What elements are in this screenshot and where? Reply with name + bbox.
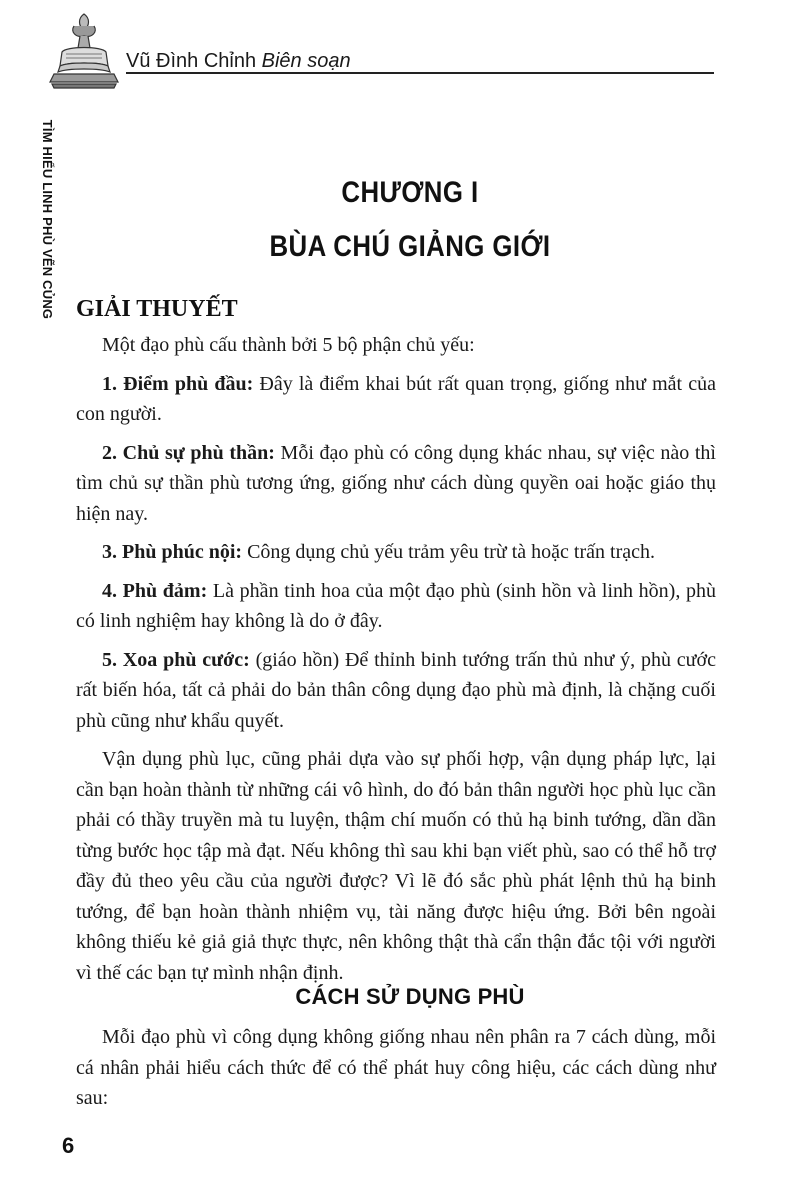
item-label: 2. Chủ sự phù thần:	[102, 441, 275, 464]
list-item	[76, 369, 716, 430]
section-heading-giai-thuyet: GIẢI THUYẾT	[76, 296, 238, 322]
item-label: 3. Phù phúc nội:	[102, 541, 243, 563]
chapter-number: CHƯƠNG I	[341, 176, 479, 209]
body-paragraph: Vận dụng phù lục, cũng phải dựa vào sự phối hợp, vận dụng pháp lực, lại cần bạn hoàn thành từ những cái vô hình, do đó bản thân người học phù lục cần phải có thầy truyền mà tu luyện, thậm chí muốn có thủ hạ binh tướng, dần dần từng bước học tập mà đạt. Nếu không thì sau khi bạn viết phù, sao có thể hỗ trợ đầy đủ theo yêu cầu của người được? Vì lẽ đó sắc phù phát lệnh thủ hạ binh tướng, để bạn hoàn thành nhiệm vụ, tài năng được hiệu ứng. Bởi bên ngoài không thiếu kẻ giả giả thực thực, nên không thật thà cẩn thận đắc tội với người vì thế các bạn tự mình nhận định.	[76, 748, 716, 984]
chapter-title-block	[143, 166, 676, 274]
book-ornament-logo	[44, 8, 124, 92]
section1-body	[76, 330, 716, 996]
section-heading-cach-su-dung-phu: CÁCH SỬ DỤNG PHÙ	[295, 984, 525, 1009]
item-label: 5. Xoa phù cước:	[102, 648, 250, 671]
page-number: 6	[62, 1133, 75, 1158]
list-item	[76, 645, 716, 737]
body-paragraph: Mỗi đạo phù vì công dụng không giống nhau nên phân ra 7 cách dùng, mỗi cá nhân phải hiểu cách thức để có thể phát huy công hiệu, các cách dùng như sau:	[76, 1026, 716, 1109]
list-item	[76, 537, 716, 568]
intro-paragraph: Một đạo phù cấu thành bởi 5 bộ phận chủ yếu:	[102, 334, 475, 356]
chapter-title: BÙA CHÚ GIẢNG GIỚI	[269, 230, 551, 263]
running-header	[126, 50, 351, 73]
item-text: (giáo hồn) Để thỉnh binh tướng trấn thủ như ý, phù cước rất biến hóa, tất cả phải do bản thân công dụng đạo phù mà định, là chặng cuối phù cũng như khẩu quyết.	[76, 648, 716, 732]
section2-body	[76, 1022, 716, 1122]
item-text: Là phần tinh hoa của một đạo phù (sinh hồn và linh hồn), phù có linh nghiệm hay không là do ở đây.	[76, 579, 716, 632]
item-text: Công dụng chủ yếu trảm yêu trừ tà hoặc trấn trạch.	[242, 541, 655, 563]
list-item	[76, 438, 716, 530]
list-item	[76, 576, 716, 637]
header-author: Vũ Đình Chỉnh	[126, 50, 257, 72]
item-label: 4. Phù đảm:	[102, 579, 208, 602]
item-label: 1. Điểm phù đầu:	[102, 372, 254, 395]
spine-title-text: TÌM HIỂU LINH PHÙ VẼN CỦNG	[40, 119, 56, 319]
spine-title	[32, 108, 64, 330]
header-rule	[126, 72, 714, 74]
header-role: Biên soạn	[261, 50, 351, 72]
item-text: Đây là điểm khai bút rất quan trọng, giống như mắt của con người.	[76, 372, 717, 425]
item-text: Mỗi đạo phù có công dụng khác nhau, sự việc nào thì tìm chủ sự thần phù tương ứng, giống như cách dùng quyền oai hoặc giáo thụ hiện nay.	[76, 441, 716, 525]
